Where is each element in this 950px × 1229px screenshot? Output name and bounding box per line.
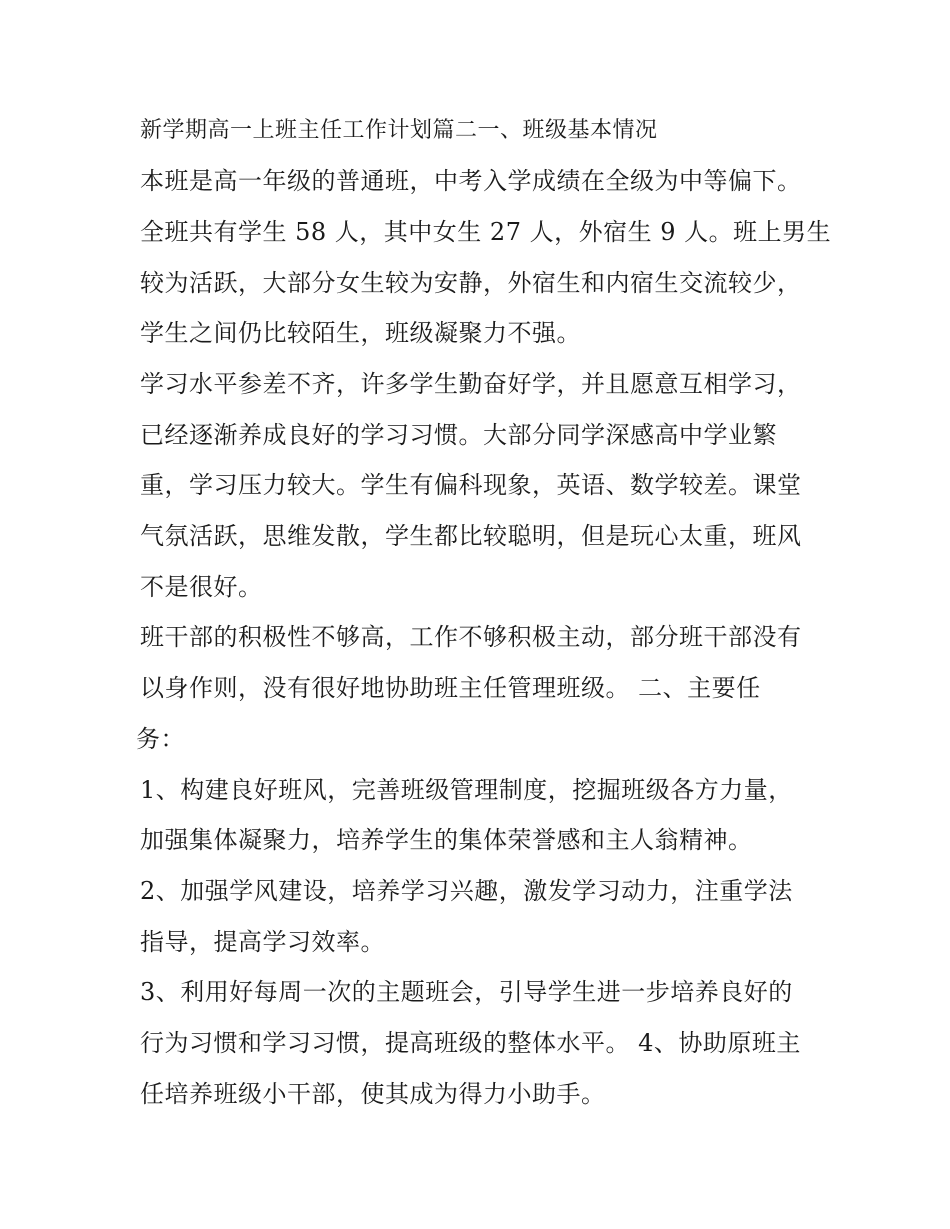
paragraph-line: 学生之间仍比较陌生，班级凝聚力不强。 (140, 319, 581, 347)
paragraph-line: 班干部的积极性不够高，工作不够积极主动，部分班干部没有 (140, 623, 802, 651)
list-item-line: 指导，提高学习效率。 (140, 928, 385, 956)
paragraph-line: 不是很好。 (140, 573, 263, 601)
paragraph-line: 务： (136, 725, 185, 753)
paragraph-line: 学习水平参差不齐，许多学生勤奋好学，并且愿意互相学习， (140, 370, 802, 398)
list-item-line: 任培养班级小干部，使其成为得力小助手。 (140, 1080, 606, 1108)
paragraph-line: 气氛活跃，思维发散，学生都比较聪明，但是玩心太重，班风 (140, 522, 802, 550)
paragraph-line: 本班是高一年级的普通班，中考入学成绩在全级为中等偏下。 (140, 167, 802, 195)
list-item-line: 行为习惯和学习习惯，提高班级的整体水平。 4、协助原班主 (140, 1029, 801, 1057)
paragraph-line: 全班共有学生 58 人，其中女生 27 人，外宿生 9 人。班上男生 (140, 218, 832, 246)
paragraph-line: 重，学习压力较大。学生有偏科现象，英语、数学较差。课堂 (140, 471, 802, 499)
list-item-line: 2、加强学风建设，培养学习兴趣，激发学习动力，注重学法 (140, 877, 793, 905)
list-item-line: 3、利用好每周一次的主题班会，引导学生进一步培养良好的 (140, 978, 793, 1006)
paragraph-line: 以身作则，没有很好地协助班主任管理班级。 二、主要任 (140, 674, 761, 702)
paragraph-line: 较为活跃，大部分女生较为安静，外宿生和内宿生交流较少， (140, 269, 802, 297)
document-title: 新学期高一上班主任工作计划篇二一、班级基本情况 (140, 118, 658, 143)
list-item-line: 加强集体凝聚力，培养学生的集体荣誉感和主人翁精神。 (140, 826, 753, 854)
list-item-line: 1、构建良好班风，完善班级管理制度，挖掘班级各方力量， (140, 776, 793, 804)
paragraph-line: 已经逐渐养成良好的学习习惯。大部分同学深感高中学业繁 (140, 421, 777, 449)
